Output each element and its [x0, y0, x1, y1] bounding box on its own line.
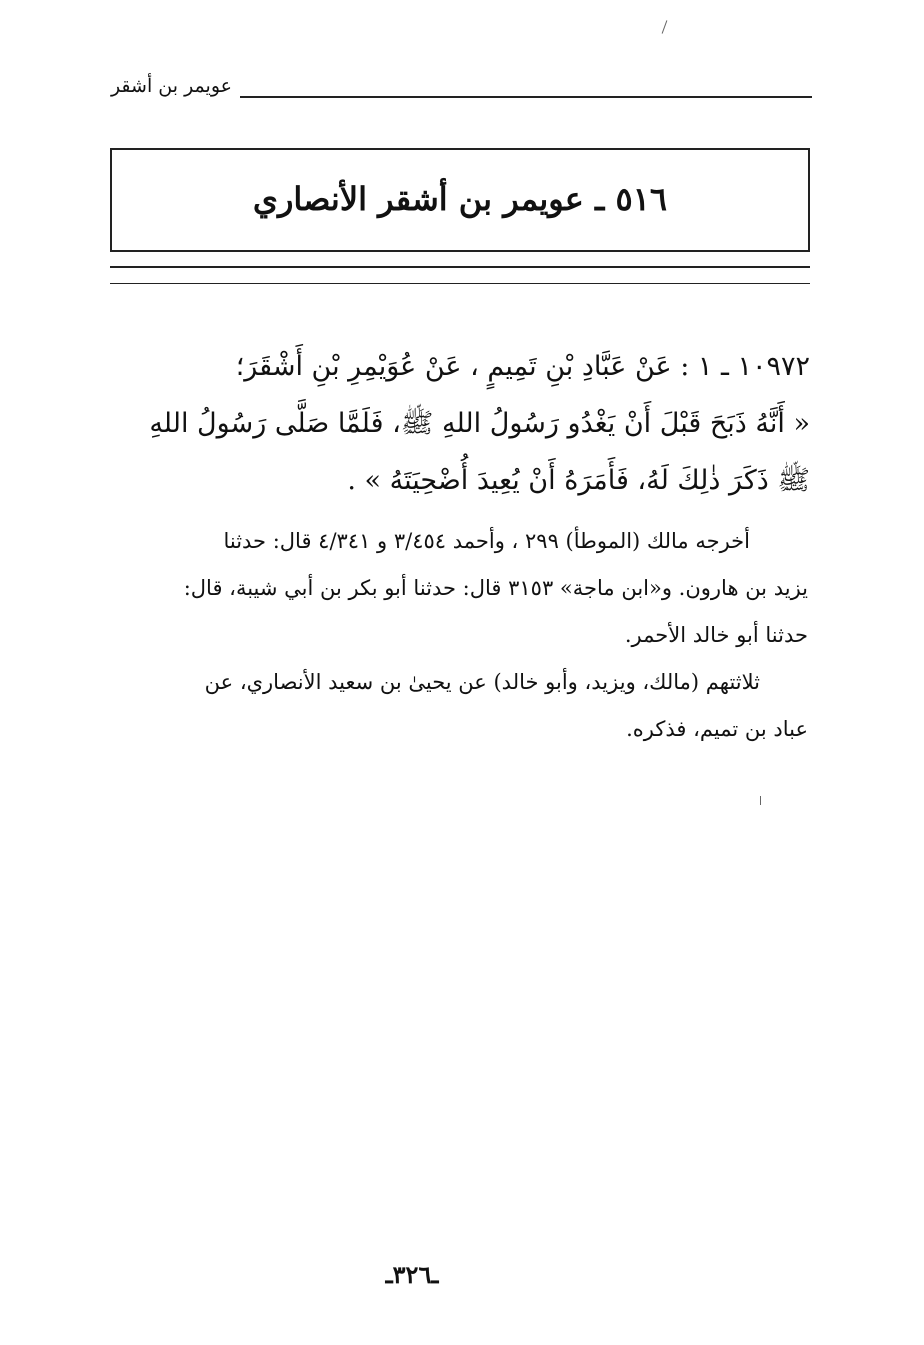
title-underline-thick [110, 266, 810, 268]
hadith-line: « أَنَّهُ ذَبَحَ قَبْلَ أَنْ يَغْدُو رَسُولُ اللهِ ﷺ، فَلَمَّا صَلَّى رَسُولُ اللهِ [149, 408, 810, 439]
page-number: ـ٣٢٦ـ [385, 1260, 439, 1289]
scan-speck [760, 796, 761, 805]
takhrij-notes [96, 518, 808, 753]
title-underline-thin [110, 283, 810, 284]
running-header-title: عويمر بن أشقر [110, 75, 232, 97]
header-rule [240, 96, 812, 98]
note-line: عباد بن تميم، فذكره. [626, 717, 808, 741]
chapter-title: ٥١٦ ـ عويمر بن أشقر الأنصاري [252, 180, 668, 218]
note-line: حدثنا أبو خالد الأحمر. [624, 623, 808, 647]
note-line: ثلاثتهم (مالك، ويزيد، وأبو خالد) عن يحيىٰ بن سعيد الأنصاري، عن [204, 670, 760, 694]
note-line: يزيد بن هارون. و«ابن ماجة» ٣١٥٣ قال: حدثنا أبو بكر بن أبي شيبة، قال: [183, 576, 808, 600]
scan-speck [662, 20, 668, 33]
hadith-text [110, 338, 810, 509]
hadith-line: ﷺ ذَكَرَ ذٰلِكَ لَهُ، فَأَمَرَهُ أَنْ يُعِيدَ أُضْحِيَتَهُ » . [347, 465, 810, 496]
hadith-line: ١٠٩٧٢ ـ ١ : عَنْ عَبَّادِ بْنِ تَمِيمٍ ، عَنْ عُوَيْمِرِ بْنِ أَشْقَرَ؛ [235, 351, 810, 382]
note-line: أخرجه مالك (الموطأ) ٢٩٩ ، وأحمد ٣/٤٥٤ و ٤/٣٤١ قال: حدثنا [223, 529, 750, 553]
